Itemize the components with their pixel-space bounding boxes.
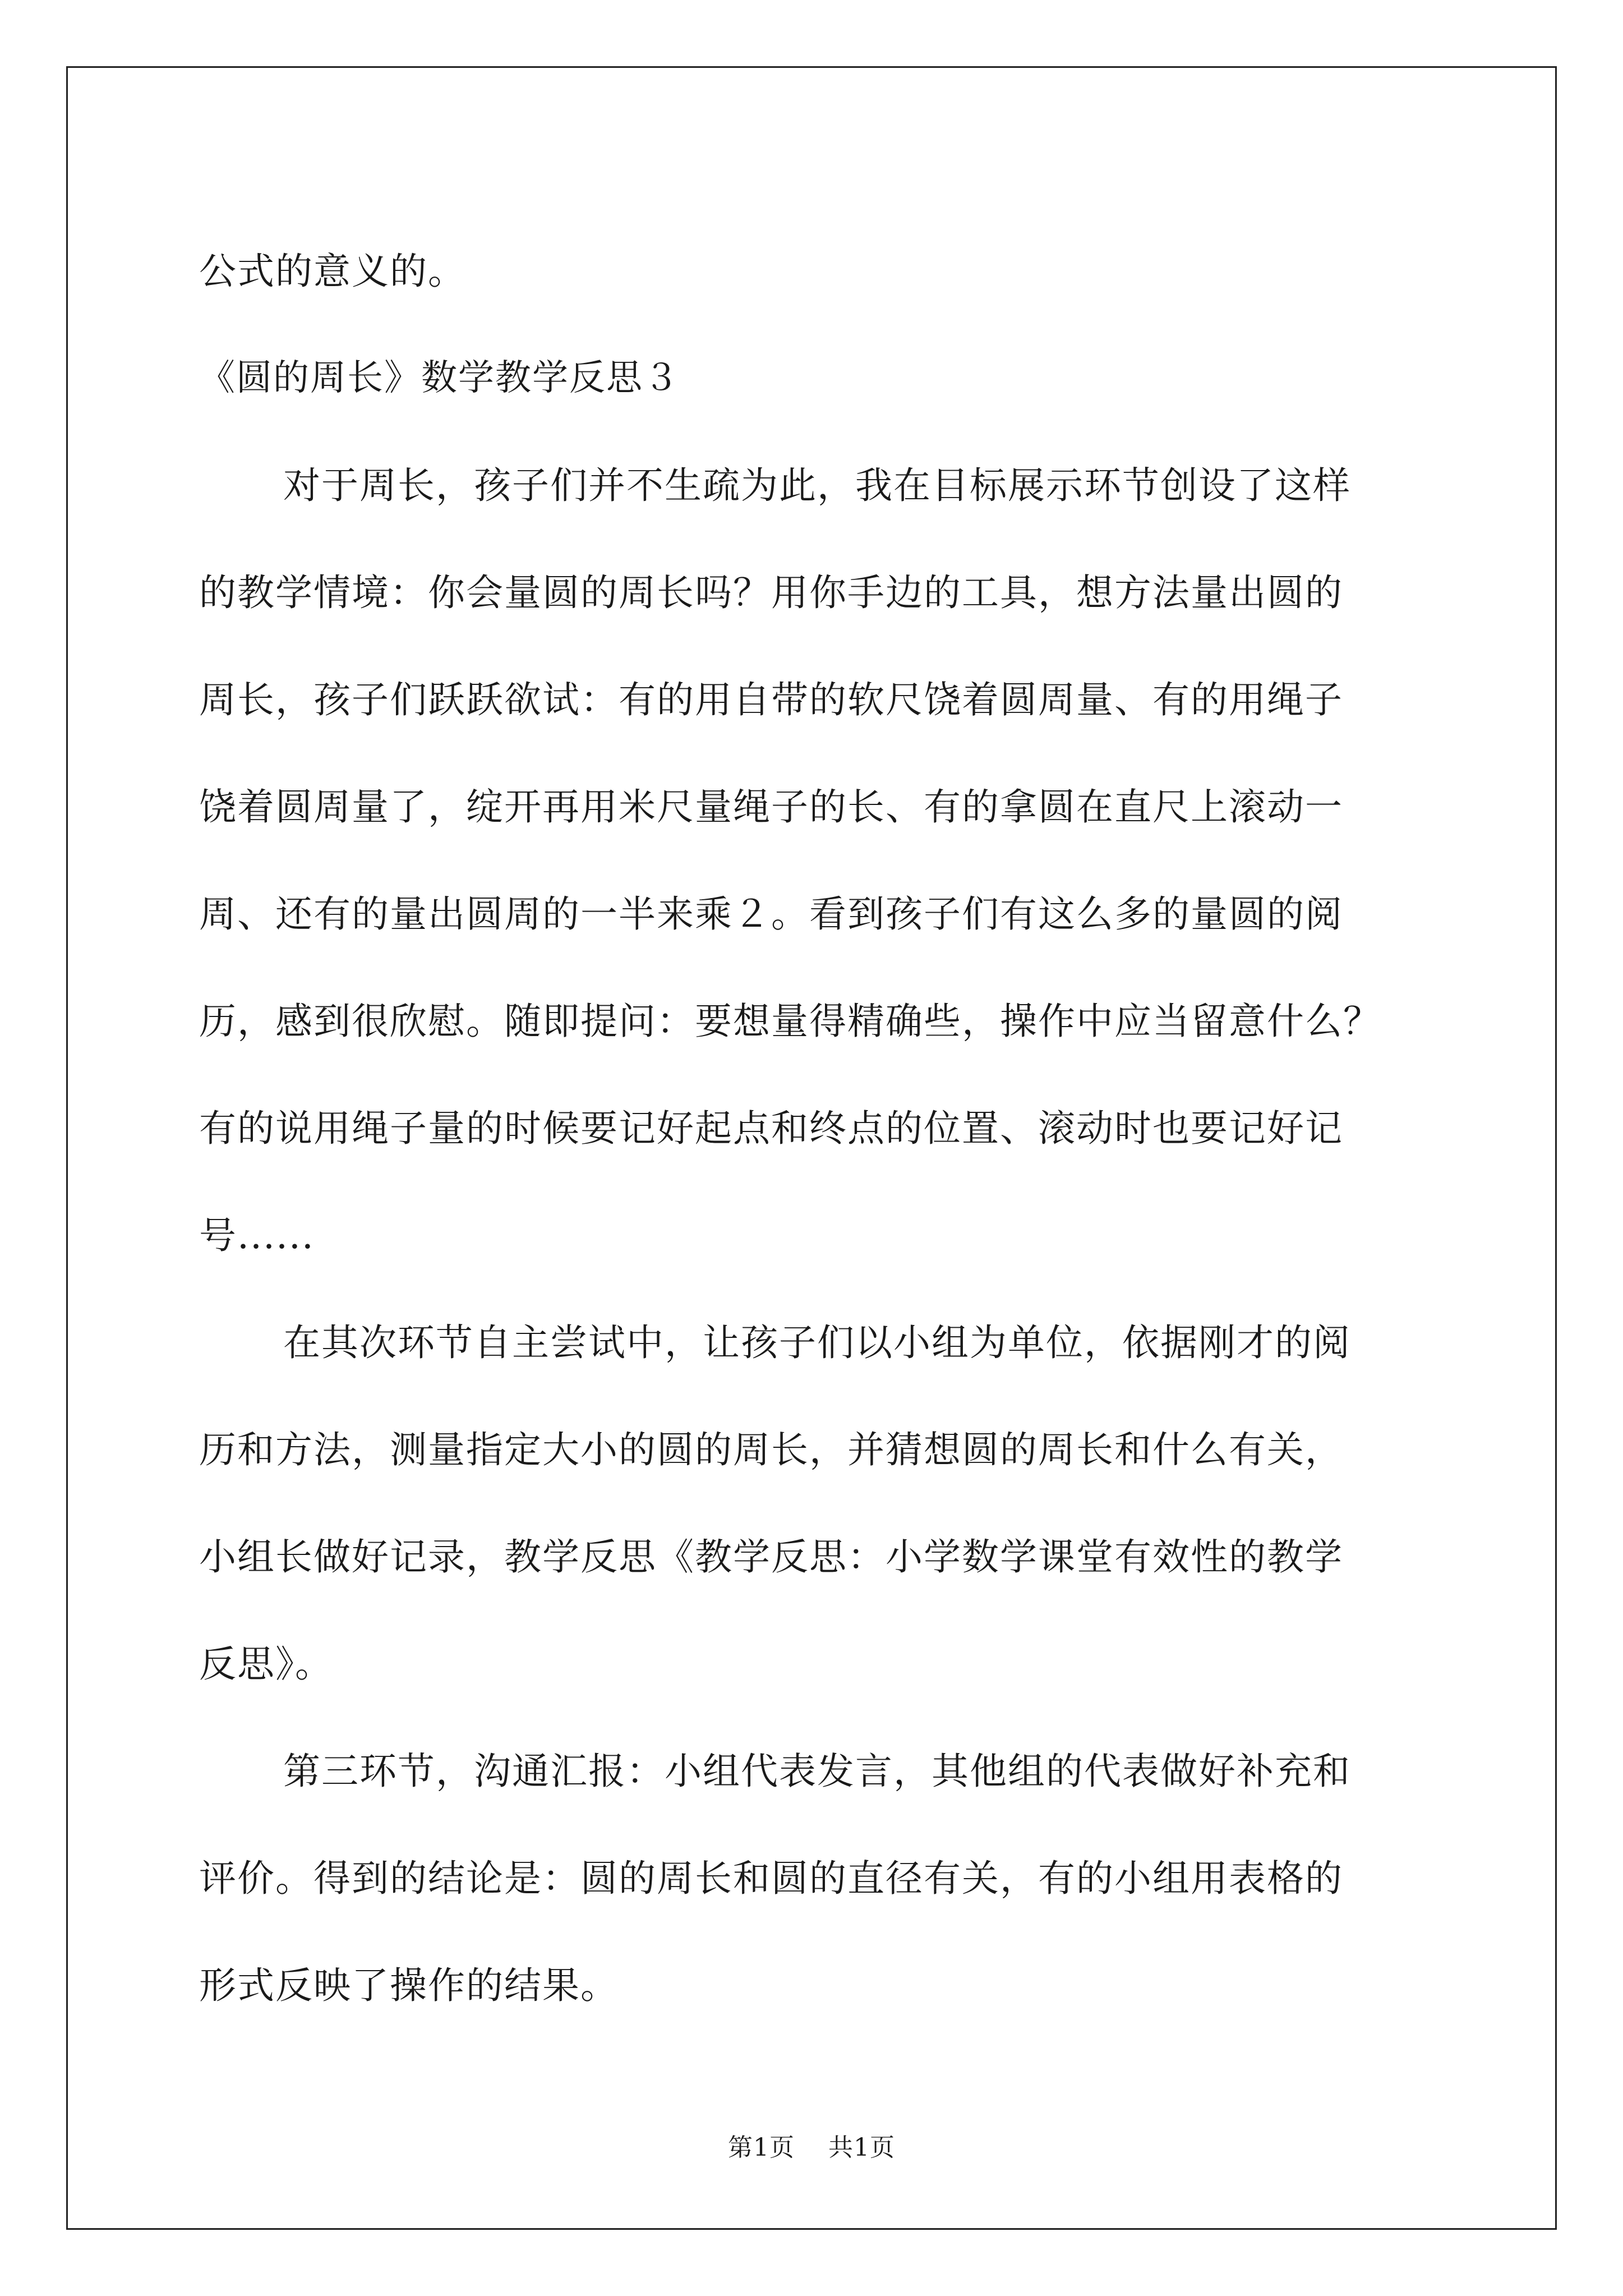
paragraph-1-line-4: 饶着圆周量了，绽开再用米尺量绳子的长、有的拿圆在直尺上滚动一 — [199, 785, 1343, 829]
paragraph-1-line-2: 的教学情境：你会量圆的周长吗？用你手边的工具，想方法量出圆的 — [199, 571, 1343, 614]
page-footer — [0, 2127, 1623, 2163]
paragraph-1-line-6: 历，感到很欣慰。随即提问：要想量得精确些，操作中应当留意什么？ — [199, 1000, 1381, 1043]
paragraph-1-line-5: 周、还有的量出圆周的一半来乘２。看到孩子们有这么多的量圆的阅 — [199, 892, 1343, 936]
paragraph-2-line-4: 反思》。 — [199, 1642, 333, 1686]
paragraph-2-line-3: 小组长做好记录，教学反思《教学反思：小学数学课堂有效性的教学 — [199, 1535, 1343, 1579]
paragraph-1-line-7: 有的说用绳子量的时候要记好起点和终点的位置、滚动时也要记好记 — [199, 1107, 1343, 1150]
paragraph-3-line-2: 评价。得到的结论是：圆的周长和圆的直径有关，有的小组用表格的 — [199, 1857, 1343, 1900]
paragraph-3-line-1: 第三环节，沟通汇报：小组代表发言，其他组的代表做好补充和 — [283, 1750, 1351, 1793]
page-total: 共1页 — [828, 2133, 895, 2162]
section-title: 《圆的周长》数学教学反思３ — [199, 357, 680, 399]
paragraph-2-line-1: 在其次环节自主尝试中，让孩子们以小组为单位，依据刚才的阅 — [283, 1321, 1351, 1364]
page-number: 第1页 — [728, 2133, 795, 2162]
document-body — [199, 218, 1433, 2039]
paragraph-1-line-1: 对于周长，孩子们并不生疏为此，我在目标展示环节创设了这样 — [283, 464, 1351, 507]
paragraph-1-line-3: 周长，孩子们跃跃欲试：有的用自带的软尺饶着圆周量、有的用绳子 — [199, 678, 1343, 721]
paragraph-3-line-3: 形式反映了操作的结果。 — [199, 1964, 619, 2007]
paragraph-1-line-8: 号...... — [199, 1214, 315, 1257]
paragraph-2-line-2: 历和方法，测量指定大小的圆的周长，并猜想圆的周长和什么有关， — [199, 1428, 1343, 1471]
text-line-1: 公式的意义的。 — [199, 250, 466, 293]
